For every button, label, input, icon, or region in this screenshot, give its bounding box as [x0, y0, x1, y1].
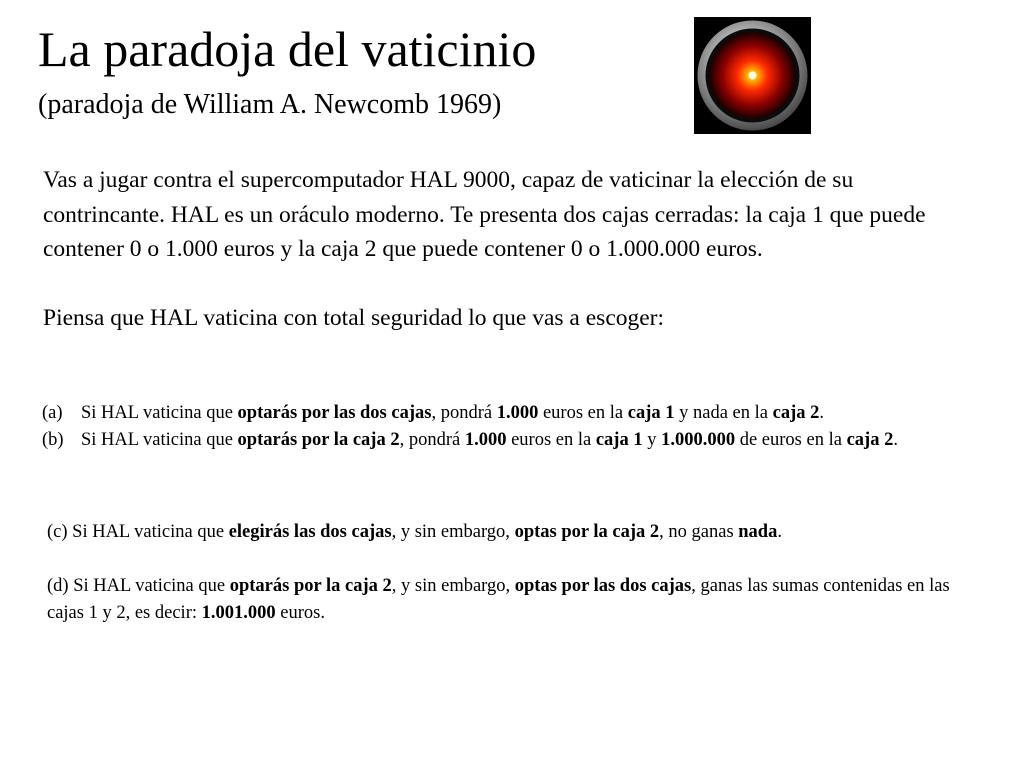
- case-c-bold: nada: [738, 522, 778, 542]
- case-c-bold: elegirás las dos cajas: [228, 522, 392, 542]
- case-a-bold: 1.000: [496, 403, 539, 423]
- case-d-text: (d) Si HAL vaticina que: [47, 576, 230, 596]
- case-b-bold: 1.000.000: [661, 430, 736, 450]
- case-a-text: , pondrá: [431, 403, 497, 423]
- slide-subtitle: (paradoja de William A. Newcomb 1969): [38, 89, 502, 120]
- case-c-text: , no ganas: [659, 522, 739, 542]
- case-b-text: Si HAL vaticina que: [81, 430, 238, 450]
- intro-paragraph-1: Vas a jugar contra el supercomputador HAL 9000, capaz de vaticinar la elección de su contrincante. HAL es un oráculo moderno. Te presenta dos cajas cerradas: la caja 1 que puede contener 0 o 1.000 euros y la caja 2 que puede contener 0 o 1.000.000 euros.: [43, 167, 926, 262]
- case-d-bold: optarás por la caja 2: [229, 576, 392, 596]
- case-b-label: (b): [42, 430, 64, 450]
- case-b-text: y: [642, 430, 662, 450]
- case-d-text: , ganas las sumas contenidas en las cajas 1 y 2, es decir:: [47, 576, 950, 623]
- case-c: [47, 519, 977, 546]
- case-b-text: de euros en la: [735, 430, 847, 450]
- case-b: [42, 427, 942, 454]
- case-a-bold: caja 1: [627, 403, 675, 423]
- case-d: [47, 573, 977, 627]
- case-a-bold: caja 2: [772, 403, 820, 423]
- case-a-text: euros en la: [538, 403, 628, 423]
- case-a-text: .: [819, 403, 824, 423]
- case-b-bold: 1.000: [464, 430, 507, 450]
- case-b-bold: optarás por la caja 2: [237, 430, 400, 450]
- case-b-bold: caja 1: [595, 430, 643, 450]
- case-c-text: , y sin embargo,: [391, 522, 515, 542]
- case-c-text: (c) Si HAL vaticina que: [47, 522, 229, 542]
- case-d-text: euros.: [275, 603, 325, 623]
- case-c-text: .: [777, 522, 782, 542]
- intro-paragraph-2: Piensa que HAL vaticina con total seguridad lo que vas a escoger:: [43, 304, 665, 331]
- case-a-bold: optarás por las dos cajas: [237, 403, 432, 423]
- case-d-bold: optas por las dos cajas: [514, 576, 692, 596]
- hal-9000-eye-icon: [694, 17, 811, 134]
- case-b-text: .: [893, 430, 898, 450]
- case-b-bold: caja 2: [846, 430, 894, 450]
- case-a-text: Si HAL vaticina que: [81, 403, 238, 423]
- case-b-text: euros en la: [506, 430, 596, 450]
- case-a-label: (a): [42, 403, 63, 423]
- case-a-text: y nada en la: [674, 403, 773, 423]
- case-d-bold: 1.001.000: [201, 603, 276, 623]
- extra-cases: [47, 519, 977, 627]
- intro-text: [43, 163, 978, 335]
- case-list: [42, 400, 942, 454]
- slide-title: La paradoja del vaticinio: [38, 21, 537, 77]
- case-d-text: , y sin embargo,: [391, 576, 515, 596]
- case-c-bold: optas por la caja 2: [514, 522, 660, 542]
- case-a: [42, 400, 942, 427]
- case-b-text: , pondrá: [399, 430, 465, 450]
